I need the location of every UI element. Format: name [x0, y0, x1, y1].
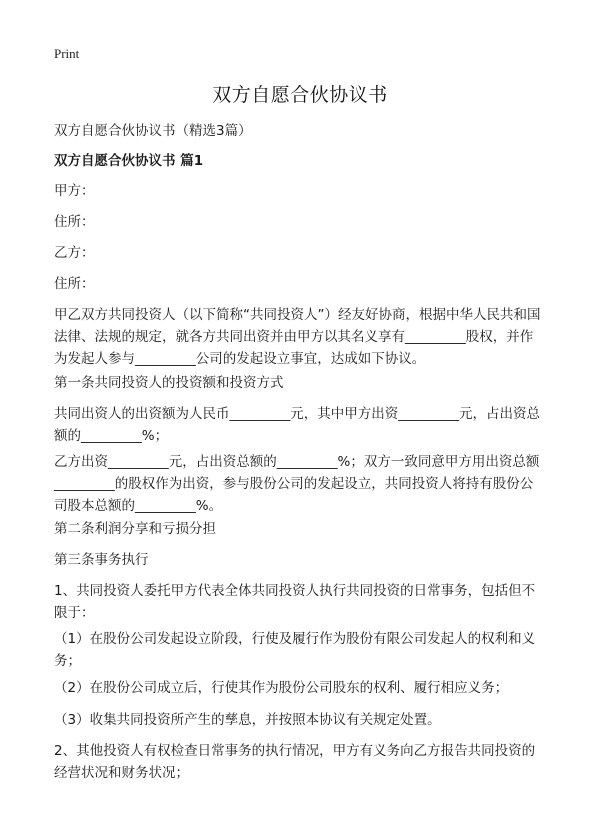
article1-p2-line: _________的股权作为出资，参与股份公司的发起设立，共同投资人将持有股份公	[54, 476, 534, 492]
article3-heading: 第三条事务执行	[54, 552, 149, 568]
clause-1-item-3: （3）收集共同投资所产生的孳息，并按照本协议有关规定处置。	[54, 712, 441, 728]
clause-1-item-1	[54, 628, 554, 672]
party-b-label: 乙方：	[54, 245, 95, 261]
article1-p2-line: 乙方出资_________元，占出资总额的_________%；双方一致同意甲方用出资总额	[54, 454, 540, 470]
clause2-line: 2、其他投资人有权检查日常事务的执行情况，甲方有义务向乙方报告共同投资的	[54, 743, 536, 759]
intro-line: 为发起人参与_________公司的发起设立事宜，达成如下协议。	[54, 351, 426, 367]
print-link[interactable]: Print	[54, 46, 80, 61]
clause2-line: 经营状况和财务状况；	[54, 765, 189, 781]
intro-paragraph	[54, 304, 554, 370]
article1-paragraph-1	[54, 403, 554, 447]
article1-heading: 第一条共同投资人的投资额和投资方式	[54, 375, 284, 391]
document-subtitle: 双方自愿合伙协议书（精选3篇）	[54, 123, 252, 139]
item1-line: 务；	[54, 653, 81, 669]
address-b-label: 住所：	[54, 276, 95, 292]
section-heading: 双方自愿合伙协议书 篇1	[54, 153, 204, 169]
clause-1-item-2: （2）在股份公司成立后，行使其作为股份公司股东的权利、履行相应义务；	[54, 680, 509, 696]
clause-1	[54, 580, 554, 624]
clause1-line: 限于：	[54, 605, 95, 621]
article2-heading: 第二条利润分享和亏损分担	[54, 521, 216, 537]
article1-p1-line: 额的_________%；	[54, 428, 169, 444]
intro-line: 法律、法规的规定，就各方共同出资并由甲方以其名义享有_________股权，并作	[54, 329, 534, 345]
clause1-line: 1、共同投资人委托甲方代表全体共同投资人执行共同投资的日常事务，包括但不	[54, 583, 536, 599]
clause-2	[54, 740, 554, 784]
intro-line: 甲乙双方共同投资人（以下简称“共同投资人”）经友好协商，根据中华人民共和国	[54, 307, 541, 323]
address-a-label: 住所：	[54, 214, 95, 230]
article1-p2-line: 司股本总额的_________%。	[54, 498, 223, 514]
article1-p1-line: 共同出资人的出资额为人民币_________元，其中甲方出资_________元，占出资总	[54, 406, 540, 422]
document-title: 双方自愿合伙协议书	[212, 84, 388, 106]
party-a-label: 甲方：	[54, 183, 95, 199]
article1-paragraph-2	[54, 451, 554, 517]
item1-line: （1）在股份公司发起设立阶段，行使及履行作为股份有限公司发起人的权利和义	[54, 631, 536, 647]
